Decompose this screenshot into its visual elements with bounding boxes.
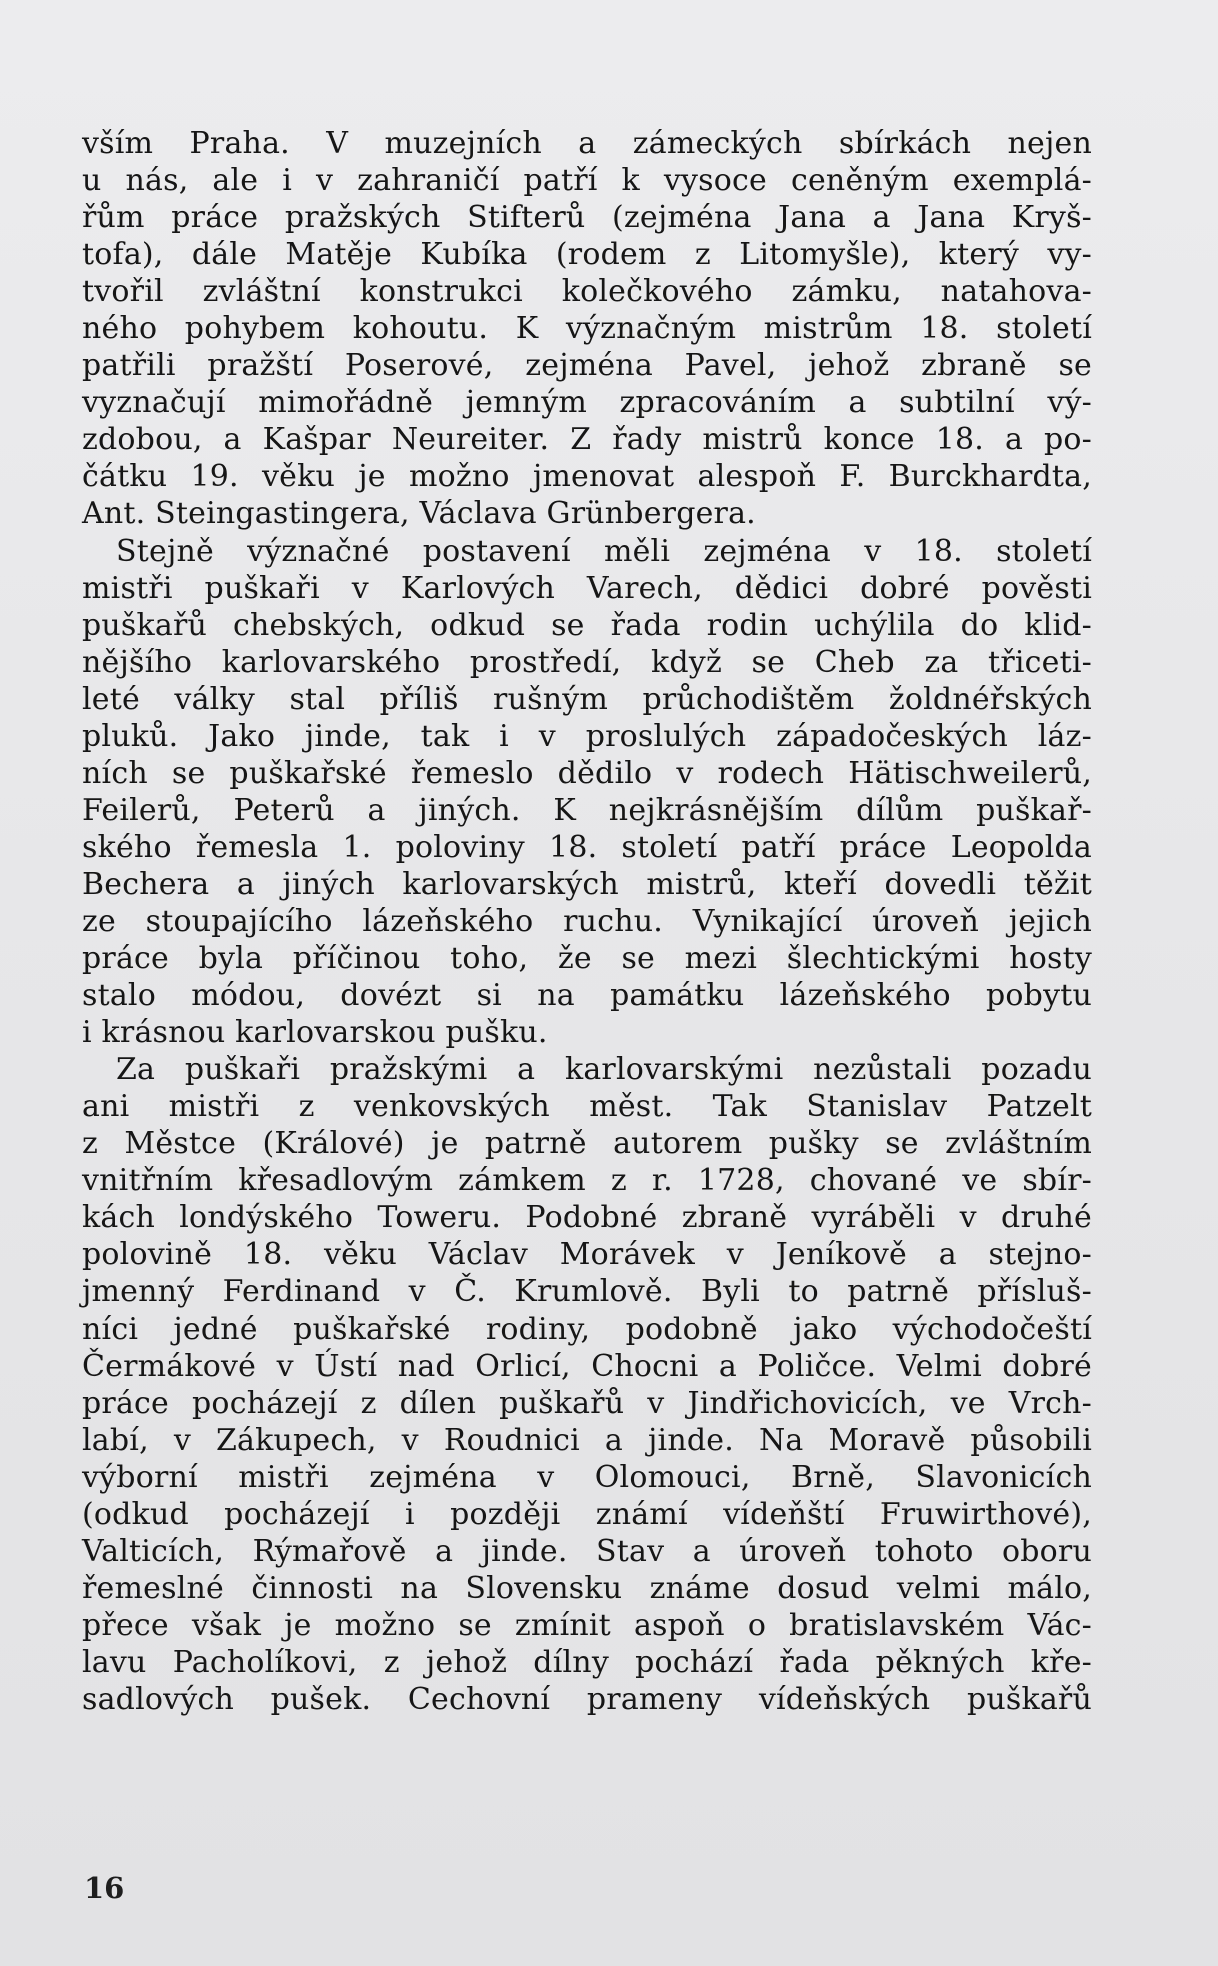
text-line: Za puškaři pražskými a karlovarskými nezůstali pozadu	[116, 1052, 1092, 1088]
text-line: Stejně význačné postavení měli zejména v 18. století	[116, 533, 1092, 569]
text-line: tvořil zvláštní konstrukci kolečkového zámku, natahova-	[82, 274, 1092, 310]
text-line: čátku 19. věku je možno jmenovat alespoň F. Burckhardta,	[82, 459, 1092, 495]
text-line: práce pocházejí z dílen puškařů v Jindřichovicích, ve Vrch-	[82, 1385, 1092, 1421]
text-line: výborní mistři zejména v Olomouci, Brně, Slavonicích	[82, 1459, 1092, 1495]
text-line: sadlových pušek. Cechovní prameny vídeňských puškařů	[82, 1681, 1092, 1717]
text-line: ze stoupajícího lázeňského ruchu. Vynikající úroveň jejich	[82, 903, 1092, 939]
text-line: leté války stal příliš rušným průchodištěm žoldnéřských	[82, 681, 1092, 717]
text-line: ních se puškařské řemeslo dědilo v rodech Hätischweilerů,	[82, 755, 1092, 791]
text-line: (odkud pocházejí i později známí vídeňští Fruwirthové),	[82, 1496, 1092, 1532]
text-line: Bechera a jiných karlovarských mistrů, kteří dovedli těžit	[82, 866, 1092, 902]
text-line: u nás, ale i v zahraničí patří k vysoce ceněným exemplá-	[82, 163, 1092, 199]
text-line: jmenný Ferdinand v Č. Krumlově. Byli to patrně přísluš-	[82, 1274, 1092, 1310]
text-line: řemeslné činnosti na Slovensku známe dosud velmi málo,	[82, 1570, 1092, 1606]
text-line: labí, v Zákupech, v Roudnici a jinde. Na Moravě působili	[82, 1422, 1092, 1458]
paragraph	[82, 1051, 1092, 1718]
text-line: ani mistři z venkovských měst. Tak Stanislav Patzelt	[82, 1089, 1092, 1125]
text-line: řům práce pražských Stifterů (zejména Jana a Jana Kryš-	[82, 200, 1092, 236]
text-line: nějšího karlovarského prostředí, když se Cheb za třiceti-	[82, 644, 1092, 680]
page-number: 16	[84, 1871, 125, 1905]
text-line: stalo módou, dovézt si na památku lázeňského pobytu	[82, 978, 1092, 1014]
text-line: pluků. Jako jinde, tak i v proslulých západočeských láz-	[82, 718, 1092, 754]
paragraph	[82, 125, 1092, 533]
text-line: zdobou, a Kašpar Neureiter. Z řady mistrů konce 18. a po-	[82, 422, 1092, 458]
text-line: lavu Pacholíkovi, z jehož dílny pochází řada pěkných kře-	[82, 1644, 1092, 1680]
text-line: Valticích, Rýmařově a jinde. Stav a úroveň tohoto oboru	[82, 1533, 1092, 1569]
paragraph	[82, 533, 1092, 1052]
text-line: Čermákové v Ústí nad Orlicí, Chocni a Poličce. Velmi dobré	[82, 1348, 1092, 1384]
text-line: práce byla příčinou toho, že se mezi šlechtickými hosty	[82, 941, 1092, 977]
text-line: polovině 18. věku Václav Morávek v Jeníkově a stejno-	[82, 1237, 1092, 1273]
text-line: z Městce (Králové) je patrně autorem pušky se zvláštním	[82, 1126, 1092, 1162]
text-line: Ant. Steingastingera, Václava Grünbergera.	[82, 496, 756, 532]
text-line: mistři puškaři v Karlových Varech, dědici dobré pověsti	[82, 570, 1092, 606]
text-line: patřili pražští Poserové, zejména Pavel, jehož zbraně se	[82, 348, 1092, 384]
text-line: tofa), dále Matěje Kubíka (rodem z Litomyšle), který vy-	[82, 237, 1092, 273]
text-line: ného pohybem kohoutu. K význačným mistrům 18. století	[82, 311, 1092, 347]
text-line: vyznačují mimořádně jemným zpracováním a subtilní vý-	[82, 385, 1092, 421]
text-line: vším Praha. V muzejních a zámeckých sbírkách nejen	[82, 126, 1092, 161]
text-line: přece však je možno se zmínit aspoň o bratislavském Vác-	[82, 1607, 1092, 1643]
body-text	[82, 125, 1092, 1718]
text-line: Feilerů, Peterů a jiných. K nejkrásnějším dílům puškař-	[82, 792, 1092, 828]
text-line: puškařů chebských, odkud se řada rodin uchýlila do klid-	[82, 607, 1092, 643]
text-line: i krásnou karlovarskou pušku.	[82, 1015, 548, 1051]
text-line: kách londýského Toweru. Podobné zbraně vyráběli v druhé	[82, 1200, 1092, 1236]
text-line: níci jedné puškařské rodiny, podobně jako východočeští	[82, 1311, 1092, 1347]
text-line: ského řemesla 1. poloviny 18. století patří práce Leopolda	[82, 829, 1092, 865]
text-line: vnitřním křesadlovým zámkem z r. 1728, chované ve sbír-	[82, 1163, 1092, 1199]
